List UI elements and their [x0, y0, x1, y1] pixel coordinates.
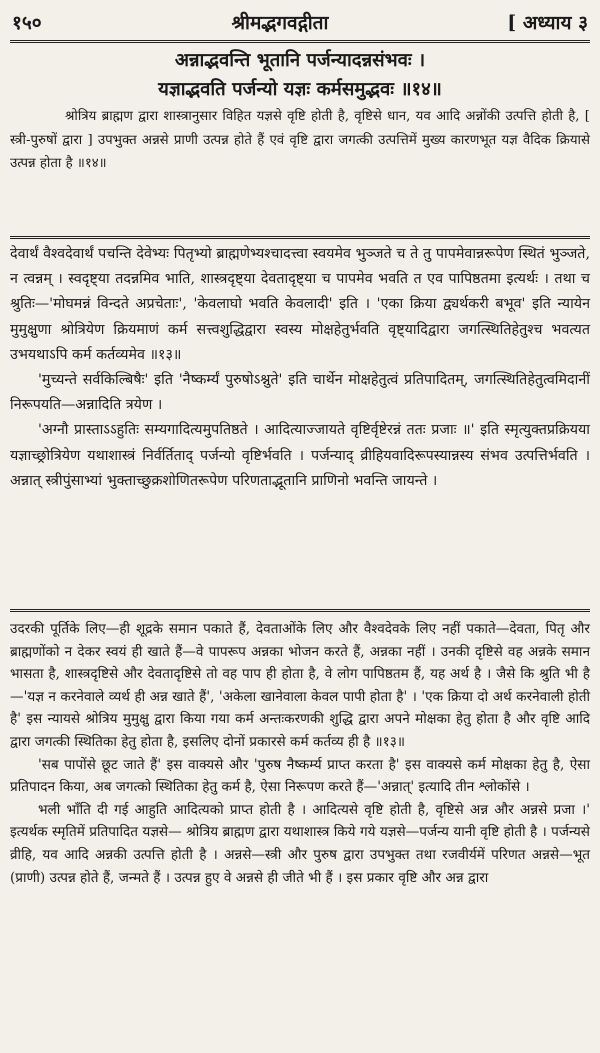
sanskrit-commentary	[10, 242, 590, 494]
verse-gloss	[10, 105, 590, 176]
header-rule	[10, 40, 590, 43]
page-number: १५०	[12, 12, 42, 34]
hindi-translation	[10, 618, 590, 889]
translation-paragraph-3: भली भाँति दी गई आहुति आदित्यको प्राप्त होती है । आदित्यसे वृष्टि होती है, वृष्टिसे अन्न और अन्नसे प्रजा ।' इत्यर्थक स्मृतिमें प्रतिपादित यज्ञसे— श्रोत्रिय ब्राह्मण द्वारा यथाशास्त्र किये गये यज्ञसे—पर्जन्य यानी वृष्टि होती है । पर्जन्यसे व्रीहि, यव आदि अन्नकी उत्पत्ति होती है । अन्नसे—स्त्री और पुरुष द्वारा उपभुक्त तथा रजवीर्यमें परिणत अन्नसे—भूत (प्राणी) उत्पन्न होते हैं, जन्मते हैं । उत्पन्न हुए वे अन्नसे ही जीते भी हैं । इस प्रकार वृष्टि और अन्न द्वारा	[10, 801, 590, 886]
commentary-paragraph-2: 'मुच्यन्ते सर्वकिल्बिषैः' इति 'नैष्कर्म्यं पुरुषोऽश्नुते' इति चार्थेन मोक्षहेतुत्वं प्रतिपादितम्, जगत्स्थितिहेतुत्वमिदानीं निरूपयति—अन्नादिति त्रयेण ।	[10, 372, 590, 414]
gloss-text: श्रोत्रिय ब्राह्मण द्वारा शास्त्रानुसार विहित यज्ञसे वृष्टि होती है, वृष्टिसे धान, यव आदि अन्नोंकी उत्पत्ति होती है, [ स्त्री-पुरुषों द्वारा ] उपभुक्त अन्नसे प्राणी उत्पन्न होते हैं एवं वृष्टि द्वारा जगत्की उत्पत्तिमें मुख्य कारणभूत यज्ञ वैदिक क्रियासे उत्पन्न होता है ॥१४॥	[10, 109, 590, 171]
verse-block	[10, 46, 590, 104]
verse-line-1: अन्नाद्भवन्ति भूतानि पर्जन्यादन्नसंभवः ।	[174, 50, 426, 71]
book-title: श्रीमद्भगवद्गीता	[231, 12, 329, 34]
translation-paragraph-2: 'सब पापोंसे छूट जाते हैं' इस वाक्यसे और 'पुरुष नैष्कर्म्य प्राप्त करता है' इस वाक्यसे कर्म मोक्षका हेतु है, ऐसा प्रतिपादन किया, अब जगत्को स्थितिका हेतु कर्म है, ऐसा निरूपण करते हैं—'अन्नात्' इत्यादि तीन श्लोकोंसे ।	[10, 756, 590, 796]
commentary-paragraph-1: देवार्थं वैश्वदेवार्थं पचन्ति देवेभ्यः पितृभ्यो ब्राह्मणेभ्यश्चादत्त्वा स्वयमेव भुञ्जते च ते तु पापमेवान्नरूपेण स्थितं भुञ्जते, न त्वन्नम् । स्वदृष्ट्या तदन्नमिव भाति, शास्त्रदृष्ट्या देवतादृष्ट्या च पापमेव भवति त एव पापिष्ठतमा इत्यर्थः । तथा च श्रुतिः—'मोघमन्नं विन्दते अप्रचेताः', 'केवलाघो भवति केवलादी' इति । 'एका क्रिया द्व्यर्थकरी बभूव' इति न्यायेन मुमुक्षुणा श्रोत्रियेण क्रियमाणं कर्म सत्त्वशुद्धिद्वारा स्वस्य मोक्षहेतुर्भवति वृष्ट्यादिद्वारा जगत्स्थितिहेतुश्च भवत्यत उभयथाऽपि कर्म कर्तव्यमेव ॥१३॥	[10, 246, 590, 363]
translation-paragraph-1: उदरकी पूर्तिके लिए—ही शूद्रके समान पकाते हैं, देवताओंके लिए और वैश्वदेवके लिए नहीं पकाते—देवता, पितृ और ब्राह्मणोंको न देकर स्वयं ही खाते हैं—वे पापरूप अन्नका भोजन करते हैं, अन्नका नहीं । उनकी दृष्टिसे वह अन्नके समान भासता है, शास्त्रदृष्टिसे और देवतादृष्टिसे तो वह पाप ही होता है, वे लोग पापिष्ठतम हैं, यह अर्थ है । जैसे कि श्रुति भी है—'यज्ञ न करनेवाले व्यर्थ ही अन्न खाते हैं', 'अकेला खानेवाला केवल पापी होता है' । 'एक क्रिया दो अर्थ करनेवाली होती है' इस न्यायसे श्रोत्रिय मुमुक्षु द्वारा किया गया कर्म अन्तःकरणकी शुद्धि द्वारा अपने मोक्षका हेतु होता है और वृष्टि आदि द्वारा जगत्की स्थितिका हेतु होता है, इसलिए दोनों प्रकारसे कर्म कर्तव्य ही है ॥१३॥	[10, 621, 590, 750]
section-rule-2	[10, 609, 590, 612]
running-header	[12, 6, 588, 38]
commentary-paragraph-3: 'अग्नौ प्रास्ताऽऽहुतिः सम्यगादित्यमुपतिष्ठते । आदित्याज्जायते वृष्टिर्वृष्टेरन्नं ततः प्रजाः ॥' इति स्मृत्युक्तप्रक्रियया यज्ञाच्छ्रोत्रियेण यथाशास्त्रं निर्वर्तिताद् पर्जन्यो वृष्टिर्भवति । पर्जन्याद् व्रीहियवादिरूपस्यान्नस्य संभव उत्पत्तिर्भवति । अन्नात् स्त्रीपुंसाभ्यां भुक्ताच्छुक्रशोणितरूपेण परिणताद्भूतानि प्राणिनो भवन्ति जायन्ते ।	[10, 422, 590, 489]
chapter-label: [ अध्याय ३	[507, 12, 588, 34]
verse-line-2: यज्ञाद्भवति पर्जन्यो यज्ञः कर्मसमुद्भवः ॥१४॥	[158, 79, 442, 100]
section-rule-1	[10, 236, 590, 239]
